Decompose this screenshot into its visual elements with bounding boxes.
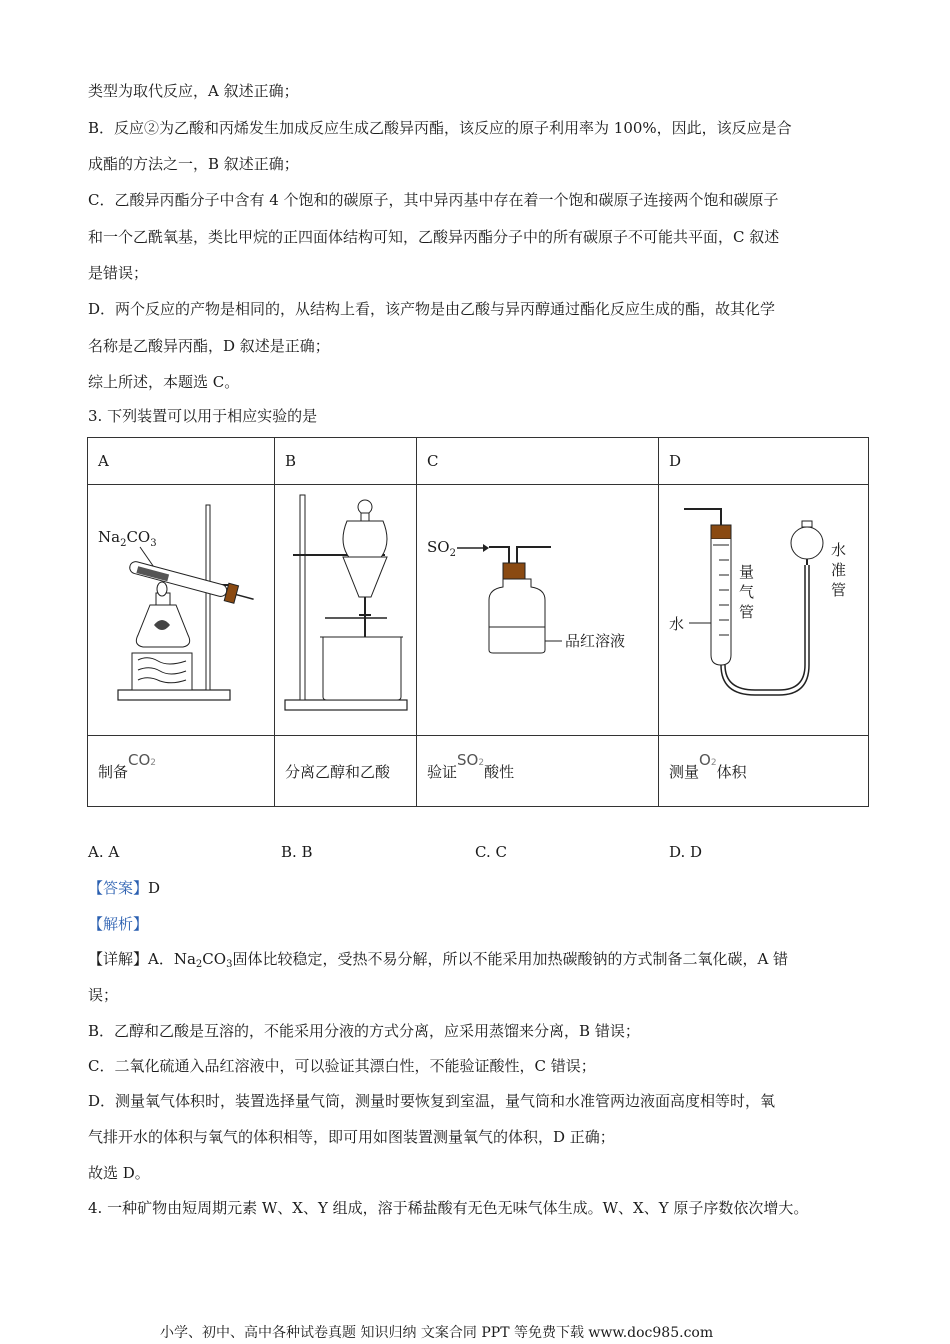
header-c: C [417, 438, 659, 485]
answer-line [88, 877, 160, 899]
para-line: 和一个乙酰氧基，类比甲烷的正四面体结构可知，乙酸异丙酯分子中的所有碳原子不可能共平面，C 叙述 [88, 228, 780, 246]
option-d: D. D [669, 843, 703, 861]
answer-label: 【答案】 [88, 879, 149, 897]
option-c: C. C [475, 843, 507, 861]
analysis-label: 【解析】 [88, 915, 149, 933]
caption-d: 测量O2体积 [659, 736, 869, 807]
water-label: 水 [669, 615, 685, 633]
level-tube-label-2: 准 [831, 561, 847, 579]
apparatus-d-cell [659, 485, 869, 736]
level-tube-label-1: 水 [831, 541, 847, 559]
gas-tube-label-3: 管 [739, 603, 755, 621]
header-d: D [659, 438, 869, 485]
caption-b: 分离乙醇和乙酸 [275, 736, 417, 807]
conclusion-line: 故选 D。 [88, 1164, 150, 1182]
para-line: C．乙酸异丙酯分子中含有 4 个饱和的碳原子，其中异丙基中存在着一个饱和碳原子连接两个饱和碳原子 [88, 191, 779, 209]
para-line: B．反应②为乙酸和丙烯发生加成反应生成乙酸异丙酯，该反应的原子利用率为 100%，因此，该反应是合 [88, 119, 792, 137]
apparatus-b-drawing [275, 485, 416, 731]
so2-inlet-label: $SO_2$ [427, 538, 456, 559]
para-line: 综上所述，本题选 C。 [88, 373, 240, 391]
para-line: D．两个反应的产物是相同的，从结构上看，该产物是由乙酸与异丙醇通过酯化反应生成的酯，故其化学 [88, 300, 776, 318]
answer-value: D [148, 879, 161, 897]
gas-tube-label-2: 气 [739, 583, 755, 601]
apparatus-c-drawing [417, 485, 658, 731]
gas-tube-label-1: 量 [739, 563, 755, 581]
para-line: 是错误； [88, 264, 149, 282]
apparatus-a-drawing [88, 485, 274, 731]
header-a: A [88, 438, 275, 485]
footer-text: 小学、初中、高中各种试卷真题 知识归纳 文案合同 PPT 等免费下载 www.doc985.com [160, 1325, 714, 1341]
apparatus-a-cell [88, 485, 275, 736]
caption-a: 制备CO2 [88, 736, 275, 807]
para-line: 名称是乙酸异丙酯，D 叙述是正确； [88, 337, 330, 355]
apparatus-table [87, 437, 869, 807]
detail-a-line-2: 误； [88, 986, 119, 1004]
option-b: B. B [281, 843, 313, 861]
para-line: 成酯的方法之一，B 叙述正确； [88, 155, 299, 173]
detail-d-line-2: 气排开水的体积与氧气的体积相等，即可用如图装置测量氧气的体积，D 正确； [88, 1128, 615, 1146]
detail-label: 【详解】 [88, 950, 149, 968]
apparatus-c-cell [417, 485, 659, 736]
detail-c-line: C．二氧化硫通入品红溶液中，可以验证其漂白性，不能验证酸性，C 错误； [88, 1057, 596, 1075]
detail-a-line: 【详解】A．$Na_2CO_3$固体比较稳定，受热不易分解，所以不能采用加热碳酸钠的方式制备二氧化碳，A 错 [88, 950, 789, 970]
detail-d-line-1: D．测量氧气体积时，装置选择量气筒，测量时要恢复到室温，量气筒和水准管两边液面高度相等时，氧 [88, 1092, 776, 1110]
apparatus-d-drawing [659, 485, 868, 731]
question-3-stem: 3. 下列装置可以用于相应实验的是 [88, 407, 318, 425]
detail-b-line: B．乙醇和乙酸是互溶的，不能采用分液的方式分离，应采用蒸馏来分离，B 错误； [88, 1022, 640, 1040]
header-b: B [275, 438, 417, 485]
sodium-carbonate-label: $Na_2CO_3$ [98, 528, 157, 549]
question-4-stem: 4. 一种矿物由短周期元素 W、X、Y 组成，溶于稀盐酸有无色无味气体生成。W、X、Y 原子序数依次增大。 [88, 1199, 809, 1217]
para-line: 类型为取代反应，A 叙述正确； [88, 82, 299, 100]
fuchsin-solution-label: 品红溶液 [565, 632, 626, 650]
caption-c: 验证SO2酸性 [417, 736, 659, 807]
option-a: A. A [88, 843, 120, 861]
apparatus-b-cell [275, 485, 417, 736]
level-tube-label-3: 管 [831, 581, 847, 599]
